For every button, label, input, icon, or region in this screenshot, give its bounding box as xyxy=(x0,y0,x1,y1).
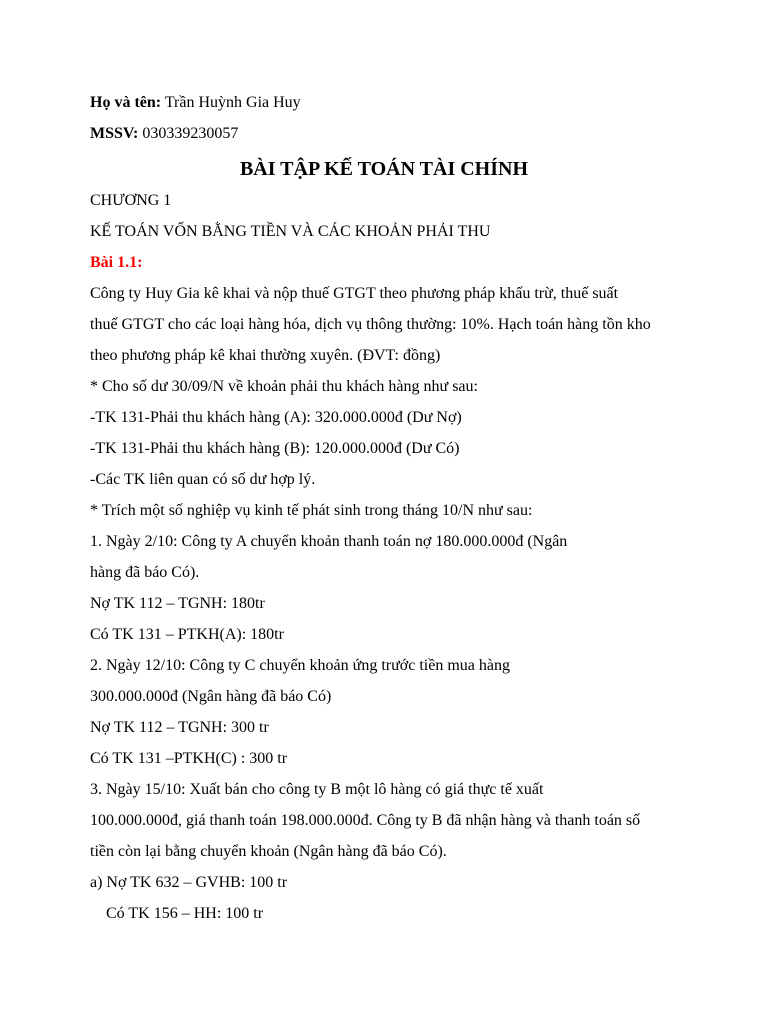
body-line: thuế GTGT cho các loại hàng hóa, dịch vụ thông thường: 10%. Hạch toán hàng tồn kho xyxy=(90,316,651,333)
body-line: Nợ TK 112 – TGNH: 300 tr xyxy=(90,719,269,736)
body-line: -Các TK liên quan có số dư hợp lý. xyxy=(90,471,316,488)
body-line: 100.000.000đ, giá thanh toán 198.000.000đ. Công ty B đã nhận hàng và thanh toán số xyxy=(90,812,641,829)
student-id-line xyxy=(90,122,690,153)
student-name-label: Họ và tên: xyxy=(90,94,162,111)
body-line: * Cho số dư 30/09/N về khoản phải thu khách hàng như sau: xyxy=(90,378,478,395)
body-line: Nợ TK 112 – TGNH: 180tr xyxy=(90,595,265,612)
body-line: -TK 131-Phải thu khách hàng (A): 320.000.000đ (Dư Nợ) xyxy=(90,409,462,426)
body-line: -TK 131-Phải thu khách hàng (B): 120.000.000đ (Dư Có) xyxy=(90,440,460,457)
body-line: Có TK 131 – PTKH(A): 180tr xyxy=(90,626,284,643)
body-line: Có TK 131 –PTKH(C) : 300 tr xyxy=(90,750,288,767)
body-line: 3. Ngày 15/10: Xuất bán cho công ty B một lô hàng có giá thực tế xuất xyxy=(90,781,544,798)
body-line: 1. Ngày 2/10: Công ty A chuyển khoản thanh toán nợ 180.000.000đ (Ngân xyxy=(90,533,568,550)
document-page xyxy=(90,91,690,933)
chapter-label: CHƯƠNG 1 xyxy=(90,192,172,209)
body-line: a) Nợ TK 632 – GVHB: 100 tr xyxy=(90,874,288,891)
body-line: hàng đã báo Có). xyxy=(90,564,200,581)
body-line: * Trích một số nghiệp vụ kinh tế phát sinh trong tháng 10/N như sau: xyxy=(90,502,533,519)
body-line: Có TK 156 – HH: 100 tr xyxy=(106,905,264,922)
exercise-heading: Bài 1.1: xyxy=(90,254,143,271)
student-name-value: Trần Huỳnh Gia Huy xyxy=(161,94,301,111)
body-line: 300.000.000đ (Ngân hàng đã báo Có) xyxy=(90,688,332,705)
body-line: 2. Ngày 12/10: Công ty C chuyển khoản ứng trước tiền mua hàng xyxy=(90,657,510,674)
chapter-title: KẾ TOÁN VỐN BẰNG TIỀN VÀ CÁC KHOẢN PHẢI THU xyxy=(90,223,491,240)
student-id-value: 030339230057 xyxy=(138,125,239,142)
document-title: BÀI TẬP KẾ TOÁN TÀI CHÍNH xyxy=(239,158,529,180)
body-line: theo phương pháp kê khai thường xuyên. (ĐVT: đồng) xyxy=(90,347,441,364)
body-line: tiền còn lại bằng chuyển khoản (Ngân hàng đã báo Có). xyxy=(90,843,447,860)
body-line: Công ty Huy Gia kê khai và nộp thuế GTGT theo phương pháp khấu trừ, thuế suất xyxy=(90,285,619,302)
student-id-label: MSSV: xyxy=(90,125,139,142)
student-name-line xyxy=(90,91,690,122)
